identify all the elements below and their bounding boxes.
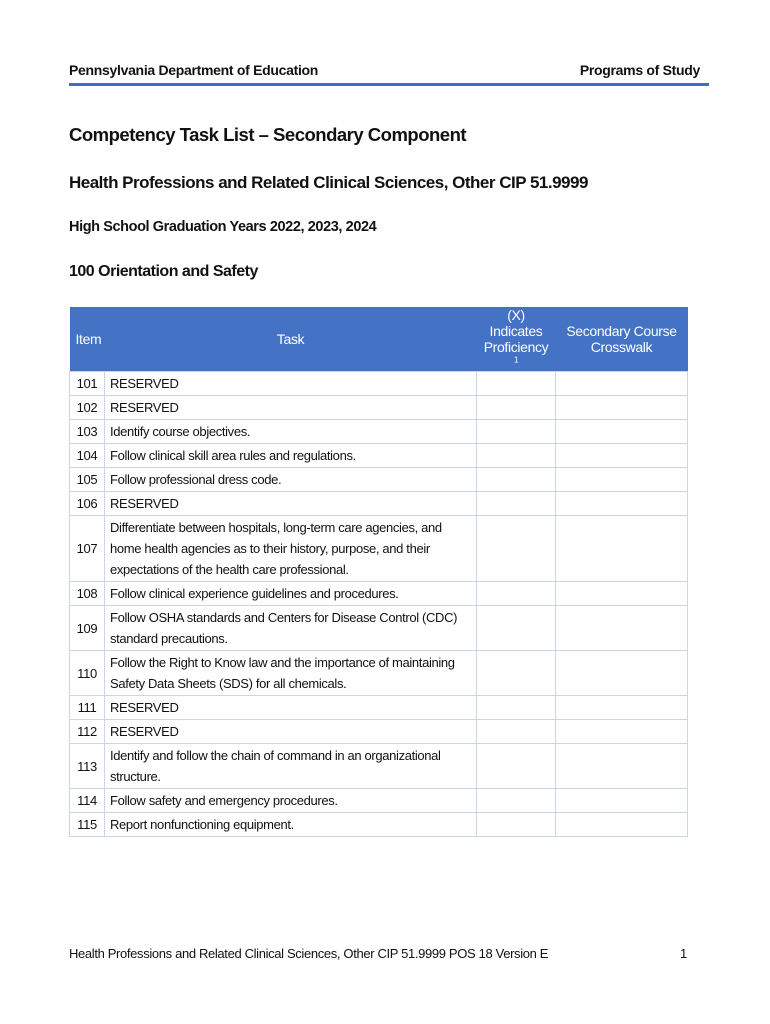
footnote-marker: 1 [513, 355, 519, 365]
proficiency-cell [477, 444, 556, 468]
item-number-cell: 106 [70, 492, 105, 516]
task-cell: Follow professional dress code. [105, 468, 477, 492]
program-title: Health Professions and Related Clinical Sciences, Other CIP 51.9999 [69, 173, 588, 192]
item-number-cell: 108 [70, 582, 105, 606]
task-cell: Follow safety and emergency procedures. [105, 789, 477, 813]
item-number-cell: 115 [70, 813, 105, 837]
task-cell: Follow clinical experience guidelines and procedures. [105, 582, 477, 606]
crosswalk-cell [556, 444, 688, 468]
proficiency-cell [477, 744, 556, 789]
task-cell: RESERVED [105, 372, 477, 396]
item-number-cell: 102 [70, 396, 105, 420]
table-row [70, 813, 688, 837]
item-number-cell: 114 [70, 789, 105, 813]
crosswalk-cell [556, 396, 688, 420]
column-header-crosswalk: Secondary Course Crosswalk [556, 307, 688, 372]
table-row [70, 582, 688, 606]
section-title: 100 Orientation and Safety [69, 263, 258, 280]
table-row [70, 420, 688, 444]
proficiency-cell [477, 696, 556, 720]
proficiency-cell [477, 468, 556, 492]
header-section: Programs of Study [579, 62, 700, 78]
page-number: 1 [680, 946, 688, 961]
table-row [70, 444, 688, 468]
competency-table [69, 307, 688, 837]
proficiency-cell [477, 651, 556, 696]
table-row [70, 720, 688, 744]
crosswalk-cell [556, 582, 688, 606]
footer-text: Health Professions and Related Clinical Sciences, Other CIP 51.9999 POS 18 Version E [69, 946, 549, 961]
header-organization: Pennsylvania Department of Education [69, 62, 319, 78]
column-header-proficiency [477, 307, 556, 372]
page-header [69, 62, 709, 88]
crosswalk-cell [556, 813, 688, 837]
proficiency-cell [477, 582, 556, 606]
document-title: Competency Task List – Secondary Component [69, 124, 467, 145]
proficiency-cell [477, 789, 556, 813]
task-cell: Follow the Right to Know law and the importance of maintaining Safety Data Sheets (SDS) for all chemicals. [105, 651, 477, 696]
crosswalk-cell [556, 696, 688, 720]
task-cell: Report nonfunctioning equipment. [105, 813, 477, 837]
table-row [70, 651, 688, 696]
crosswalk-cell [556, 744, 688, 789]
task-cell: Differentiate between hospitals, long-term care agencies, and home health agencies as to their history, purpose, and their expectations of the health care professional. [105, 516, 477, 582]
graduation-years: High School Graduation Years 2022, 2023, 2024 [69, 219, 377, 235]
crosswalk-cell [556, 468, 688, 492]
crosswalk-cell [556, 516, 688, 582]
proficiency-cell [477, 372, 556, 396]
task-cell: Follow clinical skill area rules and regulations. [105, 444, 477, 468]
proficiency-cell [477, 396, 556, 420]
table-row [70, 492, 688, 516]
item-number-cell: 104 [70, 444, 105, 468]
task-cell: RESERVED [105, 492, 477, 516]
crosswalk-cell [556, 606, 688, 651]
column-header-task: Task [105, 307, 477, 372]
item-number-cell: 110 [70, 651, 105, 696]
item-number-cell: 103 [70, 420, 105, 444]
proficiency-cell [477, 813, 556, 837]
table-row [70, 396, 688, 420]
item-number-cell: 107 [70, 516, 105, 582]
table-row [70, 468, 688, 492]
table-row [70, 372, 688, 396]
item-number-cell: 111 [70, 696, 105, 720]
header-rule [69, 83, 709, 86]
item-number-cell: 112 [70, 720, 105, 744]
crosswalk-cell [556, 651, 688, 696]
task-cell: Identify and follow the chain of command in an organizational structure. [105, 744, 477, 789]
proficiency-cell [477, 516, 556, 582]
crosswalk-cell [556, 789, 688, 813]
table-row [70, 744, 688, 789]
proficiency-cell [477, 420, 556, 444]
proficiency-cell [477, 492, 556, 516]
task-cell: Identify course objectives. [105, 420, 477, 444]
crosswalk-cell [556, 492, 688, 516]
proficiency-cell [477, 720, 556, 744]
item-number-cell: 101 [70, 372, 105, 396]
table-header-row [70, 307, 688, 372]
task-cell: RESERVED [105, 396, 477, 420]
task-cell: RESERVED [105, 720, 477, 744]
crosswalk-cell [556, 720, 688, 744]
table-row [70, 606, 688, 651]
proficiency-cell [477, 606, 556, 651]
table-row [70, 696, 688, 720]
crosswalk-cell [556, 372, 688, 396]
item-number-cell: 109 [70, 606, 105, 651]
proficiency-label: (X) Indicates Proficiency [483, 307, 549, 355]
item-number-cell: 105 [70, 468, 105, 492]
column-header-item: Item [70, 307, 105, 372]
table-row [70, 516, 688, 582]
item-number-cell: 113 [70, 744, 105, 789]
crosswalk-cell [556, 420, 688, 444]
table-row [70, 789, 688, 813]
task-cell: Follow OSHA standards and Centers for Disease Control (CDC) standard precautions. [105, 606, 477, 651]
task-cell: RESERVED [105, 696, 477, 720]
